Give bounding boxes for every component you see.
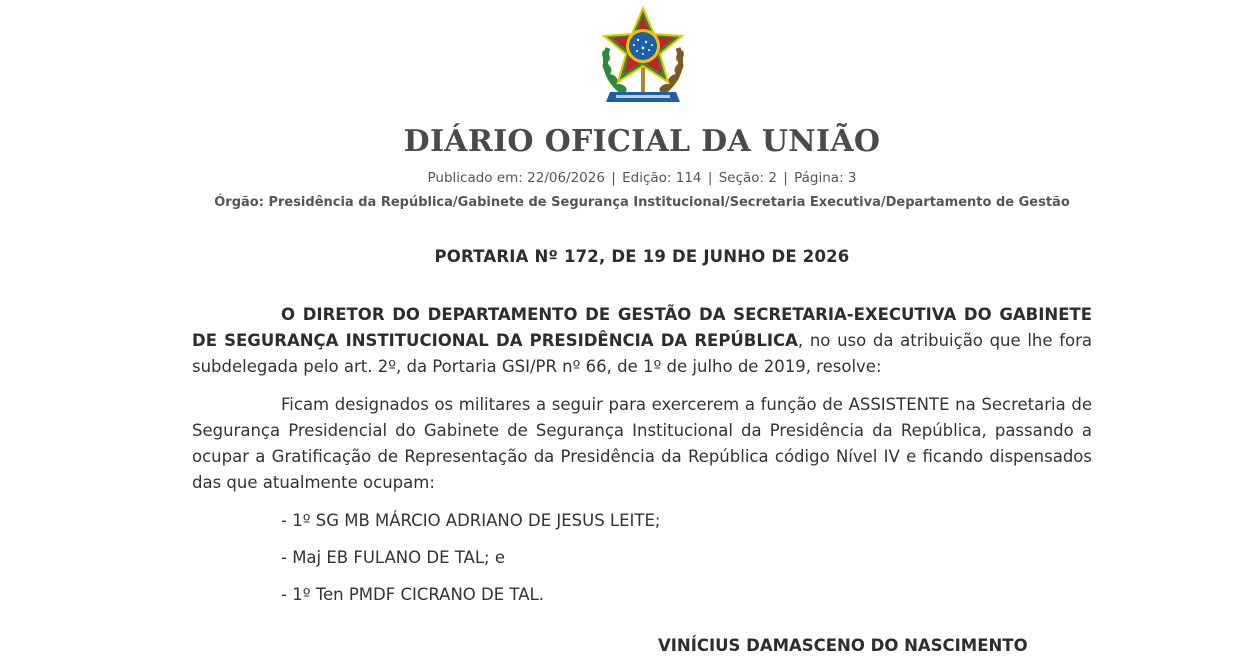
section-number: Seção: 2 [718, 170, 777, 186]
separator: | [783, 170, 788, 186]
separator: | [611, 170, 616, 186]
publication-date: Publicado em: 22/06/2026 [427, 170, 605, 186]
signatory-name: VINÍCIUS DAMASCENO DO NASCIMENTO [658, 636, 1028, 655]
preamble-text: , no uso da atribuição que lhe fora subdelegada pelo art. 2º, da Portaria GSI/PR nº 66, de 1º de julho de 2019, resolve: [192, 331, 1092, 376]
masthead-title: DIÁRIO OFICIAL DA UNIÃO [403, 124, 881, 159]
edition-number: Edição: 114 [622, 170, 702, 186]
separator: | [707, 170, 713, 186]
issuing-body-name: Presidência da República/Gabinete de Segurança Institucional/Secretaria Executiva/Departamento de Gestão [268, 195, 1070, 210]
list-item: - 1º SG MB MÁRCIO ADRIANO DE JESUS LEITE; [281, 511, 661, 530]
designee-list [192, 508, 1092, 608]
resolution-paragraph: Ficam designados os militares a seguir para exercerem a função de ASSISTENTE na Secretaria de Segurança Presidencial do Gabinete de Segurança Institucional da Presidência da República, passando a ocupar a Gratificação de Representação da Presidência da República código Nível IV e ficando dispensados das que atualmente ocupam: [192, 395, 1092, 492]
list-item: - 1º Ten PMDF CICRANO DE TAL. [281, 585, 544, 604]
page-number: Página: 3 [794, 170, 857, 186]
authority-name: O DIRETOR DO DEPARTAMENTO DE GESTÃO DA SECRETARIA-EXECUTIVA DO GABINETE DE SEGURANÇA INSTITUCIONAL DA PRESIDÊNCIA DA REPÚBLICA [192, 305, 1092, 350]
issuing-body-label: Órgão: [214, 195, 264, 210]
act-title: PORTARIA Nº 172, DE 19 DE JUNHO DE 2026 [434, 247, 850, 266]
list-item: - Maj EB FULANO DE TAL; e [281, 548, 505, 567]
act-body [192, 302, 1092, 619]
publication-info [0, 170, 1256, 186]
preamble-paragraph [192, 302, 1092, 380]
brazil-coat-of-arms-icon [594, 4, 692, 108]
issuing-body [0, 195, 1256, 210]
